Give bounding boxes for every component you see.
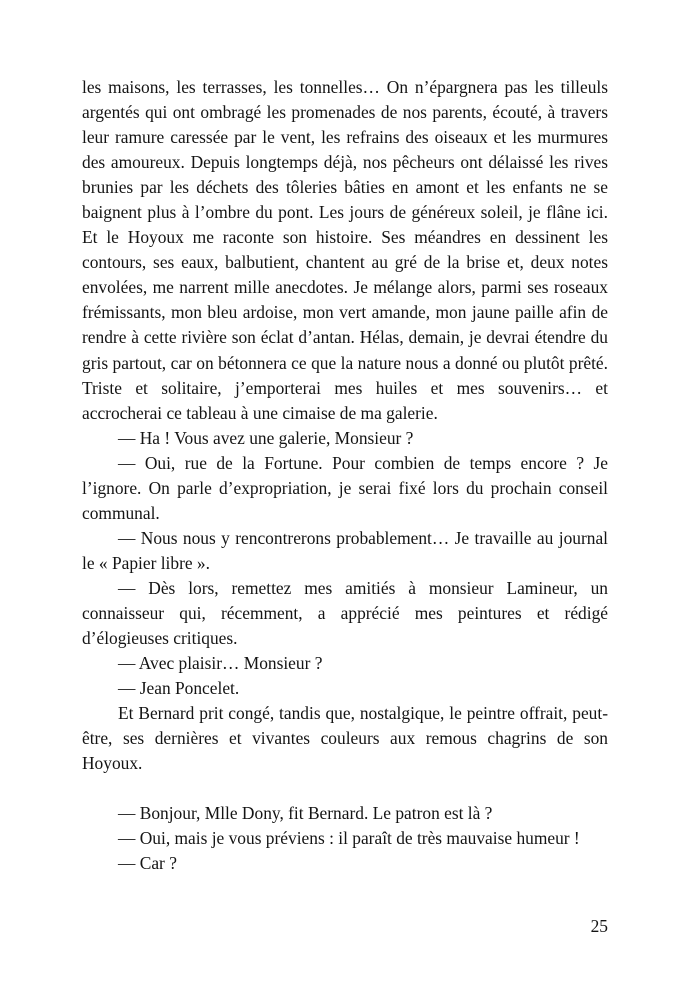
dialogue-line: — Ha ! Vous avez une galerie, Monsieur ?: [118, 427, 414, 448]
dialogue-line: — Oui, rue de la Fortune. Pour combien de temps encore ? Je l’ignore. On parle d’expropriation, je serai fixé lors du prochain conseil communal.: [82, 452, 608, 523]
narration-paragraph: Et Bernard prit congé, tandis que, nostalgique, le peintre offrait, peut-être, ses dernières et vivantes couleurs aux remous chagrins de son Hoyoux.: [82, 703, 608, 774]
body-text: [82, 75, 608, 876]
dialogue-line: — Car ?: [118, 853, 177, 874]
dialogue-line: — Oui, mais je vous préviens : il paraît de très mauvaise humeur !: [118, 828, 580, 849]
dialogue-line: — Nous nous y rencontrerons probablement… Je travaille au journal le « Papier libre ».: [82, 527, 608, 573]
paragraph-continued-narration: les maisons, les terrasses, les tonnelles… On n’épargnera pas les tilleuls argentés qui ont ombragé les promenades de nos parents, écouté, à travers leur ramure caressée par le vent, les refrains des oiseaux et les murmures des amoureux. Depuis longtemps déjà, nos pêcheurs ont délaissé les rives brunies par les déchets des tôleries bâties en amont et les enfants ne se baignent plus à l’ombre du pont. Les jours de généreux soleil, je flâne ici. Et le Hoyoux me raconte son histoire. Ses méandres en dessinent les contours, ses eaux, balbutient, chantent au gré de la brise et, deux notes envolées, me narrent mille anecdotes. Je mélange alors, parmi ses roseaux frémissants, mon bleu ardoise, mon vert amande, mon jaune paille afin de rendre à cette rivière son éclat d’antan. Hélas, demain, je devrai étendre du gris partout, car on bétonnera ce que la nature nous a donné ou plutôt prêté. Triste et solitaire, j’emporterai mes huiles et mes souvenirs… et accrocherai ce tableau à une cimaise de ma galerie.: [82, 77, 608, 423]
section-break: [82, 776, 608, 801]
page-number: 25: [590, 916, 608, 936]
dialogue-line: — Jean Poncelet.: [118, 678, 240, 699]
dialogue-line: — Avec plaisir… Monsieur ?: [118, 653, 323, 674]
dialogue-line: — Dès lors, remettez mes amitiés à monsieur Lamineur, un connaisseur qui, récemment, a apprécié mes peintures et rédigé d’élogieuses critiques.: [82, 577, 608, 649]
dialogue-line: — Bonjour, Mlle Dony, fit Bernard. Le patron est là ?: [118, 803, 493, 824]
